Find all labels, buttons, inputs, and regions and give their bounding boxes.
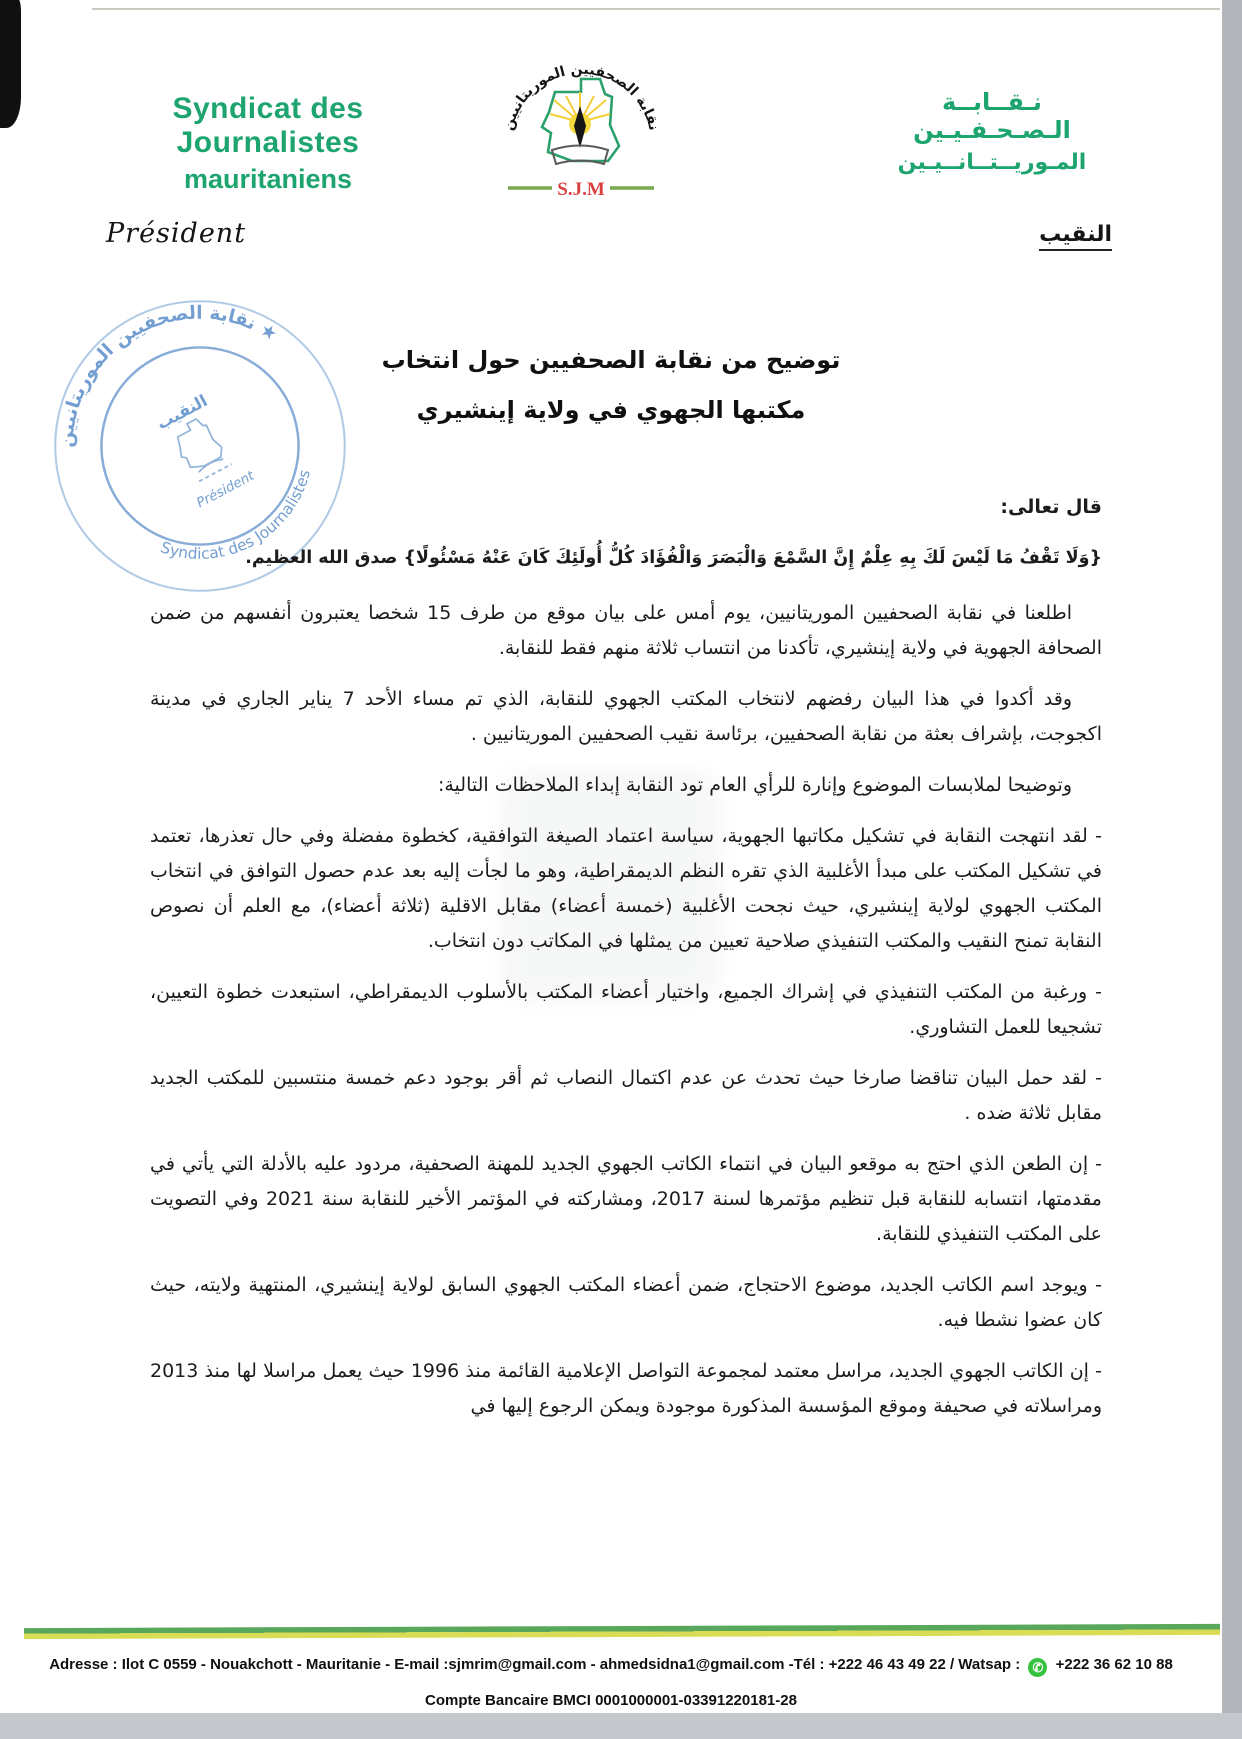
logo-acronym: S.J.M [557, 179, 605, 200]
org-name-french-line2: mauritaniens [183, 164, 353, 194]
scan-edge-right [1222, 0, 1242, 1739]
scan-corner-artifact [0, 0, 21, 128]
whatsapp-icon: ✆ [1028, 1658, 1047, 1677]
stamp-inner-bottom-text: Président [194, 468, 257, 512]
president-label-arabic: النقيب [1039, 222, 1112, 251]
quran-lead-in: قال تعالى: [1000, 496, 1102, 518]
president-label-french: Président [106, 218, 247, 249]
org-name-arabic-line1: نـقــابــة الـصـحـفـيـين [913, 88, 1071, 144]
document-title [0, 346, 1222, 424]
footer-whatsapp-number: +222 36 62 10 88 [1055, 1656, 1173, 1673]
footer-bank-line: Compte Bancaire BMCI 0001000001-03391220181-28 [425, 1692, 797, 1709]
logo-arc-text: نقابة الصحفيين الموريتانيين [500, 61, 662, 133]
paragraph: وتوضيحا لملابسات الموضوع وإنارة للرأي العام تود النقابة إبداء الملاحظات التالية: [437, 774, 1072, 796]
stamp-arc-bottom-text: Syndicat des Journalistes [158, 467, 314, 563]
sjm-logo-icon [492, 48, 670, 208]
stamp-inner-top-text: النقيب [153, 390, 211, 434]
footer-address-text: Adresse : Ilot C 0559 - Nouakchott - Mauritanie - E-mail :sjmrim@gmail.com - ahmedsidna1@gmail.com -Tél : +222 46 43 49 22 / Watsap : [49, 1656, 1021, 1673]
bullet-item: - إن الكاتب الجهوي الجديد، مراسل معتمد لمجموعة التواصل الإعلامية القائمة منذ 1996 حيث يعمل مراسلا لها منذ 2013 ومراسلاته في صحيفة وموقع المؤسسة المذكورة موجودة ويمكن الرجوع إليها في [150, 1360, 1103, 1417]
bullet-item: - ورغبة من المكتب التنفيذي في إشراك الجميع، واختيار أعضاء المكتب بالأسلوب الديمقراطي، استبعدت خطوة التعيين، تشجيعا للعمل التشاوري. [150, 981, 1102, 1038]
quran-verse: {وَلَا تَقْفُ مَا لَيْسَ لَكَ بِهِ عِلْمٌ إِنَّ السَّمْعَ وَالْبَصَرَ وَالْفُؤَادَ كُلُّ أُولَئِكَ كَانَ عَنْهُ مَسْئُولًا} صدق الله العظيم. [245, 548, 1102, 568]
document-body [150, 490, 1102, 1440]
title-line2: مكتبها الجهوي في ولاية إينشيري [416, 396, 806, 424]
title-line1: توضيح من نقابة الصحفيين حول انتخاب [381, 346, 841, 374]
bullet-item: - لقد انتهجت النقابة في تشكيل مكاتبها الجهوية، سياسة اعتماد الصيغة التوافقية، كخطوة مفضلة وفي حال تعذرها، تعتمد في تشكيل المكتب على مبدأ الأغلبية الذي تقره النظم الديمقراطية، وهو ما لجأت إليه بعد عدم حصول التوافق في انتخاب المكتب الجهوي لولاية إينشيري، حيث نجحت الأغلبية (خمسة أعضاء) مقابل الاقلية (ثلاثة أعضاء)، مع العلم أن نصوص النقابة تمنح النقيب والمكتب التنفيذي صلاحية تعيين من يمثلها في المكاتب دون انتخاب. [150, 825, 1102, 952]
bullet-item: - ويوجد اسم الكاتب الجديد، موضوع الاحتجاج، ضمن أعضاء المكتب الجهوي السابق لولاية إينشيري، المنتهية ولايته، حيث كان عضوا نشطا فيه. [150, 1274, 1102, 1331]
footer-address-line [0, 1656, 1222, 1677]
org-name-french [88, 92, 448, 195]
scan-top-line [92, 8, 1220, 10]
stamp-arc-top-text: نقابة الصحفيين الموريتانيين ★ [56, 302, 282, 449]
org-name-arabic-line2: المـوريــتــانــيـين [897, 150, 1087, 175]
org-name-french-line1: Syndicat des Journalistes [172, 92, 364, 159]
paragraph: اطلعنا في نقابة الصحفيين الموريتانيين، يوم أمس على بيان موقع من طرف 15 شخصا يعتبرون أنفسهم من ضمن الصحافة الجهوية في ولاية إينشيري، تأكدنا من انتساب ثلاثة منهم فقط للنقابة. [150, 602, 1102, 659]
bullet-item: - إن الطعن الذي احتج به موقعو البيان في انتماء الكاتب الجهوي الجديد للمهنة الصحفية، مردود عليه بالأدلة التي يأتي في مقدمتها، انتسابه للنقابة قبل تنظيم مؤتمرها لسنة 2017، ومشاركته في المؤتمر الأخير للنقابة سنة 2021 وفي التصويت على المكتب التنفيذي للنقابة. [150, 1153, 1102, 1245]
scan-edge-bottom [0, 1713, 1242, 1739]
org-name-arabic [862, 88, 1122, 175]
footer-divider [24, 1624, 1220, 1639]
paragraph: وقد أكدوا في هذا البيان رفضهم لانتخاب المكتب الجهوي للنقابة، الذي تم مساء الأحد 7 يناير الجاري في مدينة اكجوجت، بإشراف بعثة من نقابة الصحفيين، برئاسة نقيب الصحفيين الموريتانيين . [150, 688, 1102, 745]
bullet-item: - لقد حمل البيان تناقضا صارخا حيث تحدث عن عدم اكتمال النصاب ثم أقر بوجود دعم خمسة منتسبين للمكتب الجديد مقابل ثلاثة ضده . [150, 1067, 1102, 1124]
